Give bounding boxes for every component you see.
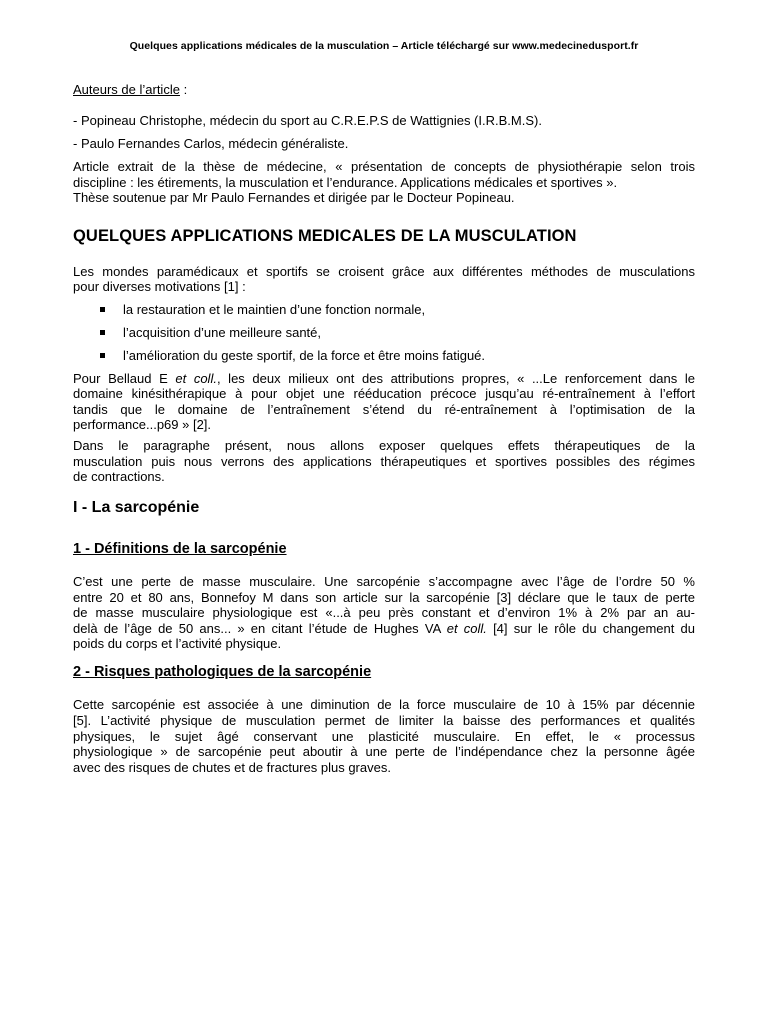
article-title: QUELQUES APPLICATIONS MEDICALES DE LA MUSCULATION [73, 227, 577, 245]
intro-line: Article extrait de la thèse de médecine, « présentation de concepts de physiothérapie selon trois [73, 159, 695, 174]
paragraph-line: physiologique » de sarcopénie peut aboutir à une perte de l’indépendance chez la personne âgée [73, 744, 695, 759]
author-2: - Paulo Fernandes Carlos, médecin généraliste. [73, 136, 349, 151]
bullet-square-icon [100, 353, 105, 358]
author-1: - Popineau Christophe, médecin du sport au C.R.E.P.S de Wattignies (I.R.B.M.S). [73, 113, 542, 128]
intro-line: discipline : les étirements, la musculation et l’endurance. Applications médicales et sportives ». [73, 175, 618, 190]
text-run: , les deux milieux ont des attributions propres, « ...Le renforcement dans le [216, 371, 695, 386]
paragraph-line: [5]. L’activité physique de musculation permet de limiter la baisse des performances et qualités [73, 713, 695, 728]
paragraph-line [73, 371, 695, 387]
paragraph-line [73, 621, 695, 637]
list-item-text: la restauration et le maintien d’une fonction normale, [123, 302, 426, 317]
text-run: Pour Bellaud E [73, 371, 176, 386]
bullet-square-icon [100, 307, 105, 312]
paragraph-line: domaine kinésithérapique à pour objet une rééducation précoce jusqu’au ré-entraînement à l’effort [73, 386, 695, 401]
authors-label: Auteurs de l’article [73, 82, 180, 97]
page-header: Quelques applications médicales de la musculation – Article téléchargé sur www.medecinedusport.fr [129, 40, 639, 52]
paragraph-line: musculation puis nous verrons des applications thérapeutiques et sportives possibles des régimes [73, 454, 695, 469]
list-item-text: l’acquisition d’une meilleure santé, [123, 325, 322, 340]
paragraph-line: Dans le paragraphe présent, nous allons exposer quelques effets thérapeutiques de la [73, 438, 695, 453]
paragraph-line: poids du corps et l’activité physique. [73, 636, 282, 651]
subsection-heading: 2 - Risques pathologiques de la sarcopénie [73, 664, 372, 680]
paragraph-line: tandis que le domaine de l’entraînement s’étend du ré-entraînement à l’optimisation de la [73, 402, 695, 417]
paragraph-line: avec des risques de chutes et de fractures plus graves. [73, 760, 391, 775]
text-run-italic: et coll. [175, 371, 217, 386]
intro-line: Thèse soutenue par Mr Paulo Fernandes et dirigée par le Docteur Popineau. [73, 190, 515, 205]
paragraph-line: physiques, le sujet âgé conservant une plasticité musculaire. En effet, le « processus [73, 729, 695, 744]
paragraph-line: pour diverses motivations [1] : [73, 279, 246, 294]
subsection-heading: 1 - Définitions de la sarcopénie [73, 541, 287, 557]
section-heading: I - La sarcopénie [73, 499, 200, 516]
text-run: delà de l’âge de 50 ans... » en citant l’étude de Hughes VA [73, 621, 447, 636]
paragraph-line: C’est une perte de masse musculaire. Une sarcopénie s’accompagne avec l’âge de l’ordre 50 % [73, 574, 695, 589]
authors-suffix: : [179, 82, 188, 97]
text-run-italic: et coll. [446, 621, 487, 636]
paragraph-line: performance...p69 » [2]. [73, 417, 212, 432]
bullet-square-icon [100, 330, 105, 335]
paragraph-line: de contractions. [73, 469, 165, 484]
paragraph-line: entre 20 et 80 ans, Bonnefoy M dans son article sur la sarcopénie [3] déclare que le taux de perte [73, 590, 695, 605]
paragraph-line: de masse musculaire physiologique est «...à peu près constant et d’environ 1% à 2% par an au- [73, 605, 695, 620]
paragraph-line: Cette sarcopénie est associée à une diminution de la force musculaire de 10 à 15% par décennie [73, 697, 695, 712]
paragraph-line: Les mondes paramédicaux et sportifs se croisent grâce aux différentes méthodes de musculations [73, 264, 695, 279]
text-run: [4] sur le rôle du changement du [486, 621, 695, 636]
authors-heading [73, 82, 695, 98]
list-item-text: l’amélioration du geste sportif, de la force et être moins fatigué. [123, 348, 486, 363]
